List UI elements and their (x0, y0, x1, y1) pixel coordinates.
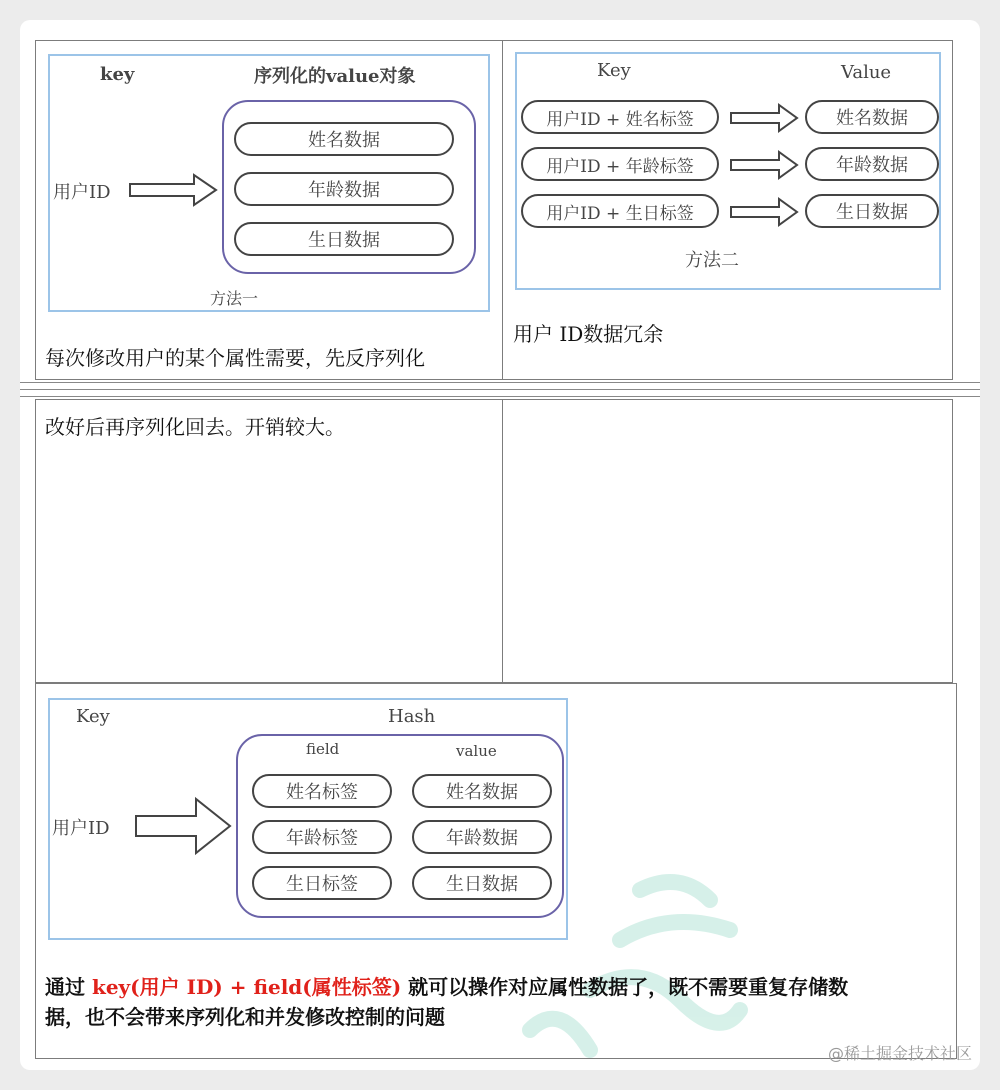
method2-key-item: 用户ID + 生日标签 (521, 194, 719, 228)
method3-note-rest: 就可以操作对应属性数据了，既不需要重复存储数 (401, 975, 849, 999)
method2-value-label: Value (841, 62, 892, 83)
table-row-2 (35, 399, 953, 683)
method3-field-label: field (306, 740, 340, 758)
method2-arrow-icon (729, 103, 799, 133)
watermark-text: @稀土掘金技术社区 (827, 1044, 972, 1063)
method1-value-label: 序列化的value对象 (254, 66, 416, 87)
method2-key-item: 用户ID + 姓名标签 (521, 100, 719, 134)
method1-note-line2: 改好后再序列化回去。开销较大。 (45, 415, 345, 439)
method3-value-item: 生日数据 (412, 866, 552, 900)
method1-user-id: 用户ID (53, 182, 111, 203)
method1-caption: 方法一 (210, 289, 259, 308)
method3-note-line2: 据，也不会带来序列化和并发修改控制的问题 (45, 1005, 445, 1029)
method2-arrow-icon (729, 197, 799, 227)
method2-arrow-icon (729, 150, 799, 180)
method3-note-highlight: key(用户 ID) + field(属性标签) (91, 975, 402, 999)
method3-arrow-icon (134, 796, 234, 856)
method2-caption: 方法二 (685, 250, 739, 271)
method2-value-item: 生日数据 (805, 194, 939, 228)
method2-key-label: Key (597, 60, 631, 81)
method2-value-item: 年龄数据 (805, 147, 939, 181)
method3-value-label: value (456, 742, 497, 760)
method3-note-prefix: 通过 (45, 975, 92, 999)
method2-figure (515, 52, 941, 290)
method1-figure (48, 54, 490, 312)
method3-field-item: 生日标签 (252, 866, 392, 900)
method1-item: 年龄数据 (234, 172, 454, 206)
method3-user-id: 用户ID (52, 818, 110, 839)
method1-key-label: key (100, 64, 135, 85)
column-divider-row-1 (502, 40, 503, 380)
method2-value-item: 姓名数据 (805, 100, 939, 134)
method1-item: 生日数据 (234, 222, 454, 256)
method2-key-item: 用户ID + 年龄标签 (521, 147, 719, 181)
method2-note: 用户 ID数据冗余 (513, 322, 664, 346)
column-divider-row-2 (502, 399, 503, 683)
method3-hash-label: Hash (388, 706, 436, 727)
method3-value-item: 年龄数据 (412, 820, 552, 854)
method3-field-item: 姓名标签 (252, 774, 392, 808)
method3-field-item: 年龄标签 (252, 820, 392, 854)
method3-value-item: 姓名数据 (412, 774, 552, 808)
method1-arrow-icon (128, 172, 220, 208)
method3-key-label: Key (76, 706, 110, 727)
watermark-brush-icon (470, 860, 770, 1060)
method1-item: 姓名数据 (234, 122, 454, 156)
method1-note-line1: 每次修改用户的某个属性需要，先反序列化 (45, 346, 425, 370)
method3-note-line1 (45, 971, 848, 1000)
